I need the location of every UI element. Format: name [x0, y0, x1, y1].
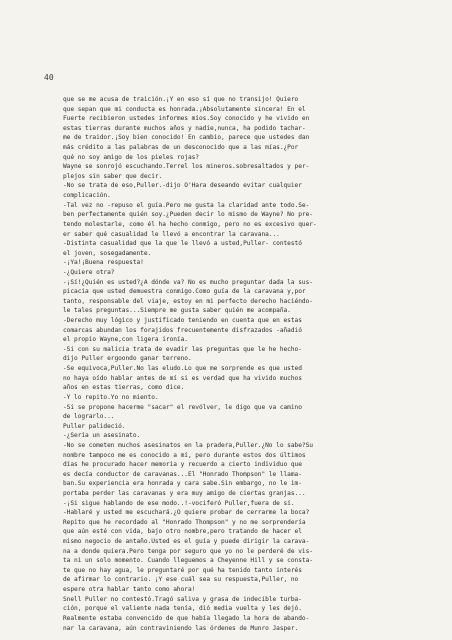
text-line: -¡Sí!¿Quién es usted?¿A dónde va? No es mucho preguntar dada la sus- [63, 278, 313, 286]
text-line: de lograrlo... [63, 413, 115, 421]
text-line: que aún esté con vida, bajo otro nombre,pero tratando de hacer el [63, 528, 302, 536]
text-line: le tales preguntas...Siempre me gusta saber quién me acompaña. [63, 307, 291, 315]
text-line: Snell Puller no contestó.Tragó saliva y grasa de indecible turba- [63, 595, 302, 603]
text-line: espere otra hablar tanto como ahora! [63, 586, 196, 594]
text-line: -Distinta casualidad que la que le llevó a usted,Puller- contestó [63, 240, 302, 248]
text-line: -No se trata de eso,Puller.-dijo O'Hara deseando evitar cualquier [63, 182, 302, 190]
text-line: -¿Sería un asesinato. [63, 432, 141, 440]
text-line: Fuerte recibieron ustedes informes míos.Soy conocido y he vivido en [63, 115, 310, 123]
text-line: es decía conductor de caravanas...El "Honrado Thompson" le llama- [63, 470, 302, 478]
text-line: nombre tampoco me es conocido a mí, pero durante estos dos últimos [63, 451, 306, 459]
text-line: Repito que he recordado al "Honrado Thompson" y no me sorprendería [63, 518, 306, 526]
text-line: más crédito a las palabras de un desconocido que a las mías.¿Por [63, 144, 299, 152]
text-line: portaba perder las caravanas y era muy amigo de ciertas granjas... [63, 489, 306, 497]
text-line: -Y lo repito.Yo no miento. [63, 393, 159, 401]
text-line: tanto, responsable del viaje, estoy en mi perfecto derecho haciéndo- [63, 297, 313, 305]
text-line: qué no soy amigo de los pieles rojas? [63, 153, 199, 161]
text-line: -Tal vez no -repuso el guía.Pero me gusta la claridad ante todo.Se- [63, 201, 310, 209]
text-line: tendo molestarle, como él ha hecho conmigo, pero no es excesivo quer- [63, 220, 317, 228]
text-line: ta ni un solo momento. Cuando lleguemos a Cheyenne Hill y se consta- [63, 557, 313, 565]
page-body-text [63, 95, 448, 633]
text-line: ción, porque el valiente nada tenía, dió media vuelta y les dejó. [63, 605, 302, 613]
text-line: ban.Su experiencia era honrada y cara sabe.Sin embargo, no le im- [63, 480, 302, 488]
text-line: que sepan que mi conducta es honrada.¡Absolutamente sincera! En el [63, 105, 306, 113]
page-number: 40 [44, 73, 54, 82]
text-line: ben perfectamente quién soy.¿Pueden decir lo mismo de Wayne? No pre- [63, 211, 313, 219]
text-line: que se me acusa de traición.¡Y en eso sí que no transijo! Quiero [63, 96, 299, 103]
text-line: te que no hay agua, le preguntaré por qué ha tenido tanto interés [63, 566, 302, 574]
text-line: -No se cometen muchos asesinatos en la pradera,Puller.¿No lo sabe?Su [63, 441, 313, 449]
text-line: el joven, sosegadamente. [63, 249, 152, 257]
text-line: no haya oído hablar antes de mí si es verdad que ha vivido muchos [63, 374, 302, 382]
text-line: Realmente estaba convencido de que había llegado la hora de abando- [63, 614, 310, 622]
text-line: Puller palideció. [63, 422, 126, 430]
text-line: nar la caravana, aún contraviniendo las órdenes de Munro Jasper. [63, 624, 299, 632]
text-line: de afirmar lo contrario. ¡Y ese cuál sea su respuesta,Puller, no [63, 576, 299, 584]
text-line: -¡Si sigue hablando de ese modo..!-vociferó Puller,fuera de sí. [63, 499, 295, 507]
text-line: -Si con su malicia trata de evadir las preguntas que le he hecho- [63, 345, 302, 353]
text-line: -Hablaré y usted me escuchará.¿O quiere probar de cerrarme la boca? [63, 509, 310, 517]
text-line: er saber qué casualidad le llevó a encontrar la caravana... [63, 230, 280, 238]
text-line: Wayne se sonrojó escuchando.Terrel los mineros.sobresaltados y per- [63, 163, 310, 171]
text-line: días he procurado hacer memoria y recuerdo a cierto individuo que [63, 461, 302, 469]
text-line: -Si se propone hacerme "sacar" el revólver, le digo que va camino [63, 403, 302, 411]
text-line: -¿Quiere otra? [63, 268, 115, 276]
text-line: plejos sin saber que decir. [63, 172, 163, 180]
text-line: años en estas tierras, como dice. [63, 384, 185, 392]
text-line: dijo Puller ergoondo ganar terreno. [63, 355, 192, 363]
text-line: na a donde quiera.Pero tenga por seguro que yo no le perderé de vis- [63, 547, 313, 555]
text-line: -Derecho muy lógico y justificado teniendo en cuenta que en estas [63, 317, 302, 325]
text-line: estas tierras durante muchos años y nadie,nunca, ha podido tachar- [63, 124, 306, 132]
text-line: comarcas abundan los forajidos frecuentemente disfrazados -añadió [63, 326, 302, 334]
text-line: me de traidor.¡Soy bien conocido! En cambio, parece que ustedes dan [63, 134, 310, 142]
text-line: mismo negocio de antaño.Usted es el guía y puede dirigir la carava- [63, 538, 310, 546]
text-line: picacia que usted demuestra conmigo.Como guía de la caravana y,por [63, 288, 306, 296]
text-line: -Se equivoca,Puller.No las eludo.Lo que me sorprende es que usted [63, 365, 302, 373]
text-line: el propio Wayne,con ligera ironía. [63, 336, 188, 344]
text-line: -¡Ya!¡Buena respuesta! [63, 259, 144, 267]
text-line: complicación. [63, 192, 111, 200]
